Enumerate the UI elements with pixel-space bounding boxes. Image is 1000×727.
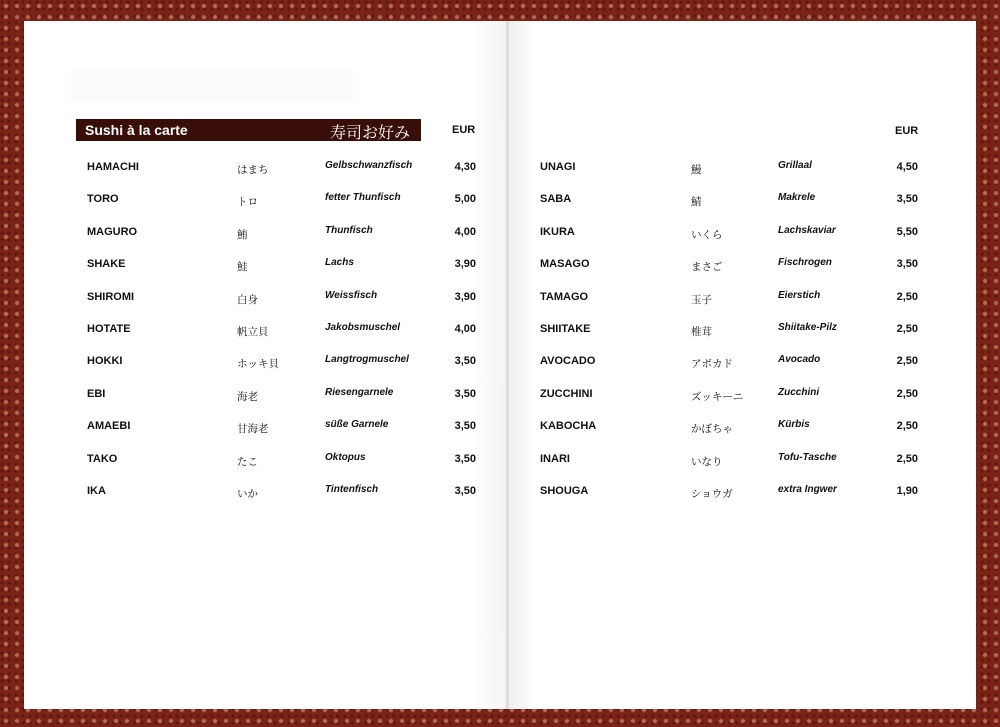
menu-item-name: IKURA — [540, 226, 575, 238]
menu-item-japanese: 甘海老 — [237, 423, 269, 435]
menu-item-name: SHIITAKE — [540, 323, 591, 335]
menu-item-japanese: 帆立貝 — [237, 326, 269, 338]
menu-item-german: Eierstich — [778, 290, 821, 301]
menu-item-name: INARI — [540, 453, 570, 465]
menu-item-japanese: 海老 — [237, 391, 258, 403]
section-title-german: Sushi à la carte — [85, 122, 188, 138]
menu-item-german: Makrele — [778, 192, 816, 203]
blank-header-area — [71, 69, 353, 101]
menu-item-german: Langtrogmuschel — [325, 354, 409, 365]
menu-item-japanese: ホッキ貝 — [237, 358, 279, 370]
menu-item-name: TAMAGO — [540, 291, 589, 303]
menu-item-german: Grillaal — [778, 160, 812, 171]
menu-item-row — [0, 355, 1000, 371]
menu-item-japanese: たこ — [237, 456, 258, 468]
menu-item-price: 5,00 — [454, 193, 476, 205]
menu-item-name: KABOCHA — [540, 420, 597, 432]
menu-item-name: UNAGI — [540, 161, 576, 173]
currency-header-right: EUR — [895, 125, 919, 137]
menu-item-japanese: 鯖 — [691, 196, 702, 208]
currency-header-left: EUR — [452, 124, 476, 136]
menu-item-name: HAMACHI — [87, 161, 139, 173]
menu-item-price: 3,50 — [454, 355, 476, 367]
menu-item-row — [0, 291, 1000, 307]
menu-item-price: 3,50 — [454, 485, 476, 497]
menu-item-name: SHIROMI — [87, 291, 135, 303]
menu-item-name: SHAKE — [87, 258, 126, 270]
menu-item-japanese: ズッキーニ — [691, 391, 744, 403]
menu-item-price: 4,50 — [896, 161, 918, 173]
menu-item-name: MASAGO — [540, 258, 590, 270]
menu-item-german: extra Ingwer — [778, 484, 837, 495]
menu-item-price: 2,50 — [896, 420, 918, 432]
menu-item-german: Avocado — [778, 354, 821, 365]
menu-item-name: TORO — [87, 193, 119, 205]
menu-item-row — [0, 193, 1000, 209]
menu-item-price: 1,90 — [896, 485, 918, 497]
menu-item-row — [0, 420, 1000, 436]
menu-item-japanese: 鮪 — [237, 229, 248, 241]
menu-item-japanese: トロ — [237, 196, 258, 208]
menu-item-japanese: 白身 — [237, 294, 258, 306]
menu-item-name: AMAEBI — [87, 420, 131, 432]
menu-item-name: AVOCADO — [540, 355, 596, 367]
menu-item-japanese: かぼちゃ — [691, 423, 733, 435]
menu-item-price: 4,30 — [454, 161, 476, 173]
menu-item-name: SHOUGA — [540, 485, 589, 497]
menu-item-german: Weissfisch — [325, 290, 378, 301]
menu-item-japanese: いくら — [691, 229, 723, 241]
menu-item-price: 3,50 — [896, 258, 918, 270]
menu-item-price: 3,50 — [454, 453, 476, 465]
menu-item-price: 5,50 — [896, 226, 918, 238]
menu-item-price: 3,50 — [896, 193, 918, 205]
menu-item-name: HOTATE — [87, 323, 131, 335]
menu-item-japanese: 椎茸 — [691, 326, 712, 338]
menu-item-german: Jakobsmuschel — [325, 322, 401, 333]
menu-item-german: Lachskaviar — [778, 225, 836, 236]
menu-item-price: 2,50 — [896, 323, 918, 335]
menu-item-row — [0, 485, 1000, 501]
menu-item-name: EBI — [87, 388, 106, 400]
section-title-bar — [76, 119, 421, 141]
menu-item-german: Lachs — [325, 257, 354, 268]
menu-item-japanese: 玉子 — [691, 294, 712, 306]
menu-item-name: HOKKI — [87, 355, 123, 367]
menu-item-german: Shiitake-Pilz — [778, 322, 837, 333]
menu-item-japanese: ショウガ — [691, 488, 733, 500]
menu-item-name: ZUCCHINI — [540, 388, 593, 400]
menu-item-german: Riesengarnele — [325, 387, 394, 398]
menu-item-japanese: いなり — [691, 456, 723, 468]
menu-item-german: süße Garnele — [325, 419, 389, 430]
menu-item-price: 3,90 — [454, 258, 476, 270]
menu-item-row — [0, 161, 1000, 177]
menu-item-german: Kürbis — [778, 419, 810, 430]
menu-item-german: Fischrogen — [778, 257, 832, 268]
menu-item-german: Gelbschwanzfisch — [325, 160, 413, 171]
menu-item-german: Zucchini — [778, 387, 820, 398]
menu-item-german: Tofu-Tasche — [778, 452, 837, 463]
menu-item-price: 2,50 — [896, 453, 918, 465]
menu-item-name: IKA — [87, 485, 106, 497]
menu-item-name: TAKO — [87, 453, 118, 465]
menu-item-row — [0, 453, 1000, 469]
menu-item-name: SABA — [540, 193, 572, 205]
menu-item-price: 2,50 — [896, 388, 918, 400]
menu-item-price: 3,50 — [454, 420, 476, 432]
menu-item-row — [0, 226, 1000, 242]
menu-item-row — [0, 388, 1000, 404]
menu-item-price: 2,50 — [896, 355, 918, 367]
menu-item-japanese: まさご — [691, 261, 723, 273]
menu-item-german: Thunfisch — [325, 225, 373, 236]
menu-item-japanese: はまち — [237, 164, 269, 176]
menu-item-row — [0, 258, 1000, 274]
menu-item-japanese: いか — [237, 488, 258, 500]
menu-item-price: 2,50 — [896, 291, 918, 303]
menu-item-price: 4,00 — [454, 323, 476, 335]
menu-item-japanese: 鮭 — [237, 261, 248, 273]
section-title-japanese: 寿司お好み — [329, 123, 410, 142]
menu-item-german: Oktopus — [325, 452, 366, 463]
menu-item-japanese: アボカド — [691, 358, 733, 370]
menu-item-german: Tintenfisch — [325, 484, 379, 495]
menu-item-price: 4,00 — [454, 226, 476, 238]
menu-item-row — [0, 323, 1000, 339]
menu-item-japanese: 鰻 — [691, 164, 702, 176]
menu-item-price: 3,90 — [454, 291, 476, 303]
menu-item-german: fetter Thunfisch — [325, 192, 401, 203]
menu-item-name: MAGURO — [87, 226, 138, 238]
menu-item-price: 3,50 — [454, 388, 476, 400]
